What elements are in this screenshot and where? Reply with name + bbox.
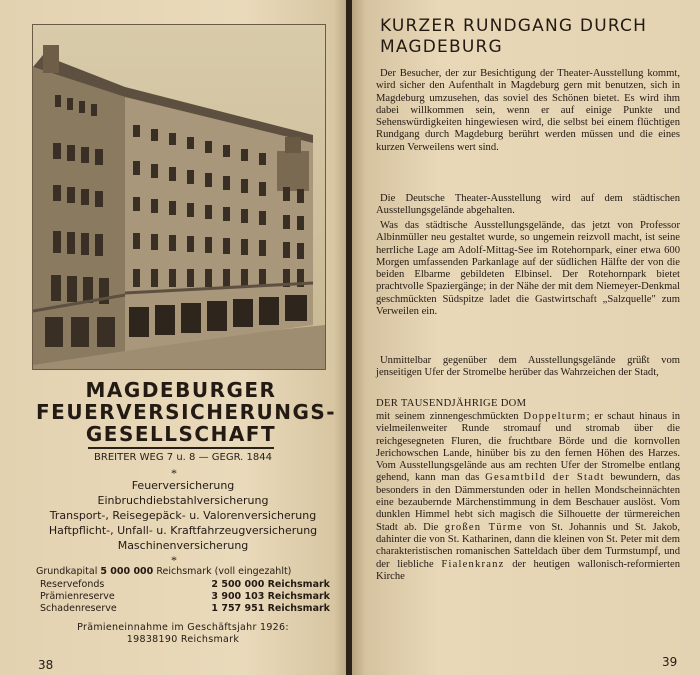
right-page	[352, 0, 700, 675]
p5-spaced: Gesamtbild der Stadt	[485, 472, 605, 484]
reserves-table	[40, 579, 330, 615]
insurance-line: Transport-, Reisegepäck- u. Valorenversicherung	[49, 509, 317, 522]
chapter-title-line-1: KURZER RUNDGANG DURCH	[380, 16, 648, 36]
company-name-line-3: GESELLSCHAFT	[85, 422, 277, 446]
reserve-label: Schadenreserve	[40, 603, 117, 614]
premium-income	[36, 622, 330, 646]
chapter-title	[380, 16, 690, 58]
paragraph-3: Was das städtische Ausstellungsgelände, das jetzt von Professor Albinmüller neu gestaltet wurde, so ungemein reizvoll macht, ist seine herrliche Lage am Adolf-Mittag-See im Rotehornpark, einer etwa 600 Morgen umfassenden Parkanlage auf der südlichen Hälfte der von die beiden Elbarme gebildeten Elbinsel. Der Rotehornpark bietet prachtvolle Spaziergänge; in der Nähe der mit dem Niemeyer-Denkmal geschmückten Südspitze ladet die Gastwirtschaft „Salzquelle" zum Verweilen ein.	[376, 220, 680, 318]
premium-line-2: 19838190 Reichsmark	[126, 634, 240, 645]
reserve-value: 3 900 103 Reichsmark	[211, 591, 330, 602]
chapter-title-line-2: MAGDEBURG	[380, 37, 503, 57]
page-number-right: 39	[662, 655, 678, 669]
p5-text: ; er schaut hinaus in vielmeilenweiter Runde stromauf und stromab über die reichgesegneten Fluren, die fruchtbare Börde und die kornvollen Jerichowschen Lande, hinüber bis zu den fernen Höhen des Harzes. Vom Ausstellungsgelände aus am rechten Ufer der Stromelbe entlang gehend, kann man das	[376, 411, 680, 484]
left-page	[0, 0, 348, 675]
company-name-line-2: FEUERVERSICHERUNGS-	[36, 400, 337, 424]
insurance-line: Haftpflicht-, Unfall- u. Kraftfahrzeugversicherung	[48, 524, 318, 537]
reserve-value: 1 757 951 Reichsmark	[211, 603, 330, 614]
reserve-label: Reservefonds	[40, 579, 105, 590]
paragraph-2: Die Deutsche Theater-Ausstellung wird auf dem städtischen Ausstellungsgelände abgehalten.	[376, 193, 680, 217]
capital-label: Grundkapital	[36, 566, 98, 577]
premium-line-1: Prämieneinnahme im Geschäftsjahr 1926:	[77, 622, 289, 633]
p5-text: der heutigen wallonisch-reformierten Kirche	[376, 558, 680, 582]
paragraph-1: Der Besucher, der zur Besichtigung der Theater-Ausstellung kommt, wird sicher den Aufenthalt in Magdeburg gern mit benutzen, sich in Magdeburg umzusehen, das soviel des Schönen bietet. Es wird ihm dabei willkommen sein, wenn er auf einige Punkte und Sehenswürdigkeiten hingewiesen wird, die selbst bei einem flüchtigen Rundgang durch Magdeburg berührt werden müssen und die eines kurzen Verweilens wert sind.	[376, 68, 680, 153]
paragraph-5	[376, 411, 680, 583]
p5-text: mit seinem zinnengeschmückten	[376, 411, 524, 422]
separator-star-2: *	[171, 553, 177, 567]
paragraph-4: Unmittelbar gegenüber dem Ausstellungsgelände grüßt vom jenseitigen Ufer der Stromelbe herüber das Wahrzeichen der Stadt,	[376, 355, 680, 379]
p5-spaced: großen Türme	[444, 521, 523, 533]
insurance-line: Feuerversicherung	[131, 479, 235, 492]
company-address: BREITER WEG 7 u. 8 — GEGR. 1844	[94, 452, 272, 463]
reserve-row	[40, 603, 330, 615]
reserve-label: Prämienreserve	[40, 591, 115, 602]
reserve-row	[40, 591, 330, 603]
capital-suffix: Reichsmark (voll eingezahlt)	[156, 566, 292, 577]
insurance-line: Maschinenversicherung	[117, 539, 249, 552]
title-rule	[88, 447, 274, 449]
section-heading: DER TAUSENDJÄHRIGE DOM	[376, 398, 527, 409]
company-name-line-1: MAGDEBURGER	[85, 378, 277, 402]
insurance-lines	[36, 478, 330, 553]
capital-value: 5 000 000	[100, 566, 154, 577]
page-number-left: 38	[38, 658, 54, 672]
p5-spaced: Fialenkranz	[441, 558, 505, 570]
capital-line	[36, 566, 330, 577]
p5-spaced: Doppelturm	[523, 411, 587, 422]
reserve-row	[40, 579, 330, 591]
reserve-value: 2 500 000 Reichsmark	[211, 579, 330, 590]
p5-text: von St. Johannis und St. Jakob, dahinter die von St. Katharinen, dann die kleinen von St. Peter mit dem charakteristischen romanischen Satteldach über dem Turmstumpf, und der liebliche	[376, 521, 680, 570]
building-photo	[32, 24, 326, 370]
p5-text: bewundern, das besonders in den Dämmerstunden oder in hellen Mondscheinnächten eine bezaubernde Märchenstimmung in dem Beschauer auslöst. Vom dunklen Himmel hebt sich magisch die Silhouette der türmereichen Stadt ab. Die	[376, 472, 680, 533]
insurance-line: Einbruchdiebstahlversicherung	[97, 494, 269, 507]
separator-star-1: *	[171, 466, 177, 480]
